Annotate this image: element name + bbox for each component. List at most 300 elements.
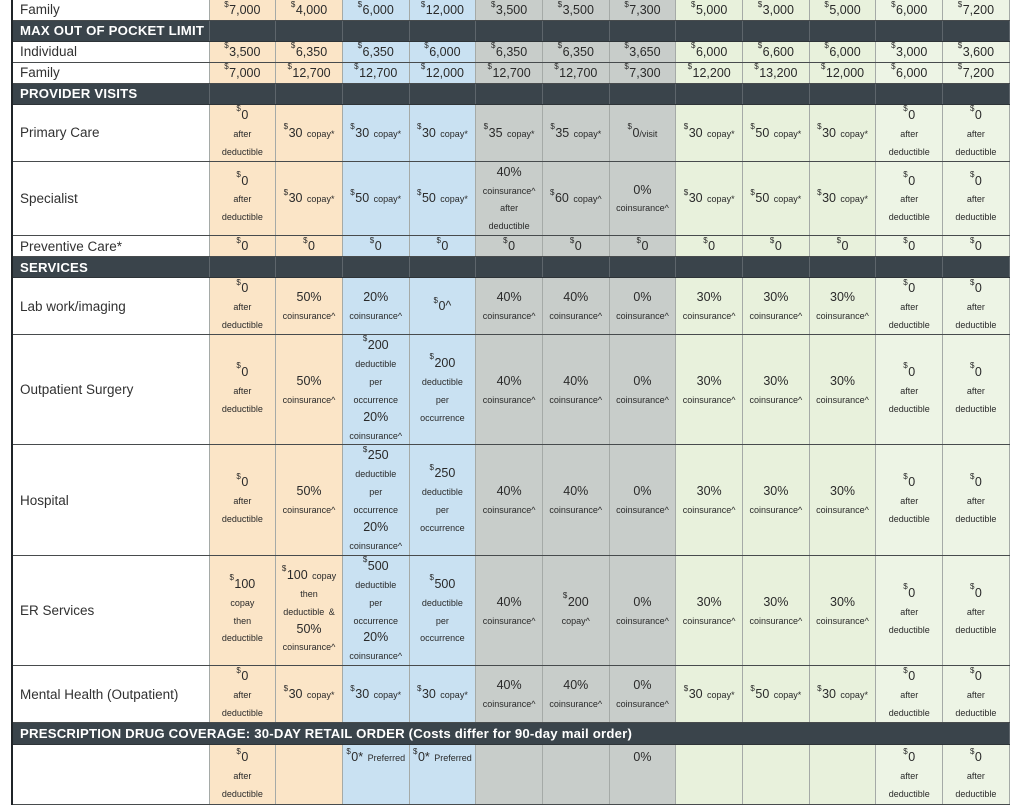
- superscript-dollar-sign: $: [424, 41, 429, 51]
- superscript-dollar-sign: $: [287, 62, 292, 72]
- superscript-dollar-sign: $: [891, 62, 896, 72]
- plan-value-cell: [209, 666, 276, 723]
- cell-line: after deductible: [221, 690, 263, 719]
- section-header-spacer-cell: [342, 257, 409, 278]
- superscript-dollar-sign: $: [350, 187, 355, 197]
- superscript-dollar-sign: $: [554, 62, 559, 72]
- plan-value-cell: [943, 62, 1010, 83]
- superscript-dollar-sign: $: [750, 187, 755, 197]
- cell-line: 40%: [496, 594, 522, 609]
- table-row: [12, 334, 1009, 444]
- cell-line: coinsurance^: [282, 394, 336, 405]
- plan-value-cell: [809, 104, 876, 161]
- plan-value-cell: [876, 278, 943, 335]
- plan-value-cell: [943, 745, 1010, 805]
- cell-line: after deductible: [221, 128, 263, 157]
- cell-line: $12,700: [554, 62, 598, 80]
- cell-line: $250: [429, 462, 456, 481]
- section-header-spacer-cell: [609, 257, 676, 278]
- superscript-dollar-sign: $: [369, 235, 375, 245]
- cell-line: occurrence: [420, 523, 465, 534]
- cell-line: $30 copay*: [350, 122, 402, 140]
- cell-line: $13,200: [754, 62, 798, 80]
- cell-line: after deductible: [221, 194, 263, 223]
- cell-line: coinsurance^: [282, 311, 336, 322]
- cell-line: deductible: [421, 376, 463, 387]
- cell-line: $0: [236, 235, 249, 254]
- plan-value-cell: [209, 745, 276, 805]
- plan-value-cell: [809, 161, 876, 236]
- plan-value-cell: [809, 0, 876, 20]
- superscript-dollar-sign: $: [903, 170, 908, 180]
- cell-line: coinsurance^: [749, 615, 803, 626]
- table-row: [12, 745, 1009, 805]
- superscript-dollar-sign: $: [346, 746, 351, 756]
- plan-value-cell: [809, 745, 876, 805]
- cell-line: 30%: [696, 484, 722, 499]
- superscript-dollar-sign: $: [817, 683, 822, 693]
- cell-line: $7,000: [224, 0, 261, 17]
- cell-line: $12,700: [487, 62, 531, 80]
- cell-line: $0: [969, 746, 982, 764]
- superscript-dollar-sign: $: [969, 746, 975, 756]
- plan-value-cell: [809, 555, 876, 665]
- cell-line: coinsurance^: [282, 505, 336, 516]
- cell-line: $0: [903, 361, 916, 379]
- superscript-dollar-sign: $: [903, 104, 908, 114]
- cell-line: $12,000: [420, 62, 464, 80]
- cell-line: 30%: [696, 290, 722, 305]
- superscript-dollar-sign: $: [903, 361, 908, 371]
- cell-line: coinsurance^: [549, 394, 603, 405]
- section-header-spacer-cell: [609, 83, 676, 104]
- superscript-dollar-sign: $: [969, 665, 975, 675]
- cell-line: copay^: [561, 615, 590, 626]
- superscript-dollar-sign: $: [683, 187, 689, 197]
- cell-line: deductible &: [283, 606, 335, 617]
- cell-line: after deductible: [955, 128, 997, 157]
- cell-line: $0: [303, 235, 315, 254]
- plan-value-cell: [409, 0, 476, 20]
- plan-value-cell: [676, 278, 743, 335]
- cell-line: coinsurance^: [749, 311, 803, 322]
- superscript-dollar-sign: $: [750, 683, 755, 693]
- plan-value-cell: [943, 445, 1010, 555]
- section-header-spacer-cell: [476, 83, 543, 104]
- superscript-dollar-sign: $: [550, 122, 555, 132]
- cell-line: coinsurance^: [749, 505, 803, 516]
- plan-value-cell: [943, 41, 1010, 62]
- plan-value-cell: [876, 236, 943, 257]
- cell-line: $50 copay*: [416, 187, 468, 206]
- plan-value-cell: [676, 666, 743, 723]
- cell-line: $6,000: [824, 41, 861, 59]
- plan-value-cell: [743, 745, 810, 805]
- cell-line: $0/visit: [627, 122, 658, 140]
- plan-value-cell: [943, 334, 1010, 444]
- plan-value-cell: [409, 666, 476, 723]
- section-header-spacer-cell: [876, 20, 943, 41]
- superscript-dollar-sign: $: [303, 235, 308, 245]
- plan-value-cell: [476, 0, 543, 20]
- plan-value-cell: [542, 161, 609, 236]
- plan-value-cell: [609, 555, 676, 665]
- plan-value-cell: [542, 445, 609, 555]
- superscript-dollar-sign: $: [229, 573, 234, 583]
- superscript-dollar-sign: $: [550, 187, 555, 197]
- row-label: Family: [12, 62, 209, 83]
- cell-line: 20%: [363, 520, 389, 535]
- cell-line: 30%: [696, 373, 722, 388]
- superscript-dollar-sign: $: [891, 41, 896, 51]
- plan-value-cell: [743, 41, 810, 62]
- plan-value-cell: [476, 745, 543, 805]
- plan-value-cell: [609, 0, 676, 20]
- plan-value-cell: [409, 445, 476, 555]
- plan-value-cell: [876, 445, 943, 555]
- plan-value-cell: [276, 334, 343, 444]
- superscript-dollar-sign: $: [820, 62, 826, 72]
- cell-line: $0: [436, 235, 449, 254]
- cell-line: after deductible: [955, 690, 997, 719]
- section-header-spacer-cell: [876, 257, 943, 278]
- section-header-spacer-cell: [209, 83, 276, 104]
- superscript-dollar-sign: $: [817, 122, 822, 132]
- cell-line: $30 copay*: [416, 122, 468, 140]
- plan-value-cell: [876, 161, 943, 236]
- superscript-dollar-sign: $: [836, 235, 842, 245]
- cell-line: $3,500: [224, 41, 261, 59]
- plan-value-cell: [609, 445, 676, 555]
- plan-value-cell: [276, 445, 343, 555]
- section-header-spacer-cell: [809, 83, 876, 104]
- section-header-spacer-cell: [609, 20, 676, 41]
- cell-line: $30 copay*: [683, 187, 735, 206]
- plan-value-cell: [209, 0, 276, 20]
- cell-line: $250: [362, 444, 389, 463]
- superscript-dollar-sign: $: [350, 122, 355, 132]
- superscript-dollar-sign: $: [891, 0, 896, 9]
- cell-line: coinsurance^: [349, 430, 403, 441]
- cell-line: $5,000: [691, 0, 728, 17]
- cell-line: $6,350: [290, 41, 328, 59]
- superscript-dollar-sign: $: [903, 582, 908, 592]
- cell-line: $0: [903, 170, 916, 188]
- cell-line: coinsurance^: [549, 311, 603, 322]
- section-header-spacer-cell: [943, 20, 1010, 41]
- superscript-dollar-sign: $: [969, 277, 975, 287]
- cell-line: after deductible: [955, 606, 997, 635]
- cell-line: $30 copay*: [683, 683, 735, 702]
- section-header-spacer-cell: [809, 20, 876, 41]
- plan-value-cell: [809, 62, 876, 83]
- plan-value-cell: [276, 161, 343, 236]
- superscript-dollar-sign: $: [236, 746, 241, 756]
- cell-line: after deductible: [221, 302, 263, 331]
- plan-value-cell: [542, 555, 609, 665]
- section-header-spacer-cell: [676, 20, 743, 41]
- superscript-dollar-sign: $: [683, 122, 689, 132]
- cell-line: $30 copay*: [283, 187, 335, 206]
- cell-line: after deductible: [955, 496, 997, 525]
- superscript-dollar-sign: $: [969, 170, 975, 180]
- cell-line: $0: [903, 746, 916, 764]
- superscript-dollar-sign: $: [636, 235, 641, 245]
- superscript-dollar-sign: $: [757, 41, 763, 51]
- plan-value-cell: [743, 161, 810, 236]
- superscript-dollar-sign: $: [283, 122, 289, 132]
- superscript-dollar-sign: $: [562, 591, 568, 601]
- plan-value-cell: [676, 161, 743, 236]
- cell-line: $6,000: [691, 41, 728, 59]
- section-header-spacer-cell: [676, 257, 743, 278]
- cell-line: $0: [903, 104, 916, 122]
- plan-value-cell: [342, 0, 409, 20]
- cell-line: 40%: [496, 373, 522, 388]
- plan-value-cell: [743, 278, 810, 335]
- cell-line: 40%: [563, 678, 589, 693]
- plan-value-cell: [743, 236, 810, 257]
- cell-line: coinsurance^: [549, 699, 603, 710]
- cell-line: $35 copay*: [483, 122, 535, 140]
- superscript-dollar-sign: $: [236, 170, 241, 180]
- plan-value-cell: [342, 555, 409, 665]
- plan-value-cell: [209, 62, 276, 83]
- cell-line: $0: [503, 235, 516, 254]
- cell-line: $100 copay: [281, 564, 337, 582]
- superscript-dollar-sign: $: [903, 277, 908, 287]
- plan-value-cell: [276, 41, 343, 62]
- plan-value-cell: [943, 278, 1010, 335]
- section-header-row: [12, 83, 1009, 104]
- superscript-dollar-sign: $: [362, 334, 368, 344]
- cell-line: $7,200: [957, 62, 995, 80]
- plan-value-cell: [342, 334, 409, 444]
- cell-line: $3,600: [957, 41, 995, 59]
- superscript-dollar-sign: $: [224, 41, 229, 51]
- superscript-dollar-sign: $: [362, 555, 368, 565]
- cell-line: coinsurance^: [816, 615, 869, 626]
- plan-value-cell: [943, 161, 1010, 236]
- superscript-dollar-sign: $: [429, 573, 434, 583]
- superscript-dollar-sign: $: [224, 0, 229, 9]
- plan-value-cell: [743, 666, 810, 723]
- cell-line: 20%: [363, 409, 389, 424]
- cell-line: $6,350: [490, 41, 528, 59]
- cell-line: per: [369, 597, 383, 608]
- superscript-dollar-sign: $: [236, 471, 241, 481]
- section-header: MAX OUT OF POCKET LIMIT: [12, 20, 209, 41]
- superscript-dollar-sign: $: [969, 582, 975, 592]
- cell-line: 40%: [496, 164, 522, 179]
- plan-value-cell: [743, 555, 810, 665]
- plan-value-cell: [342, 445, 409, 555]
- cell-line: after deductible: [221, 385, 263, 414]
- plan-value-cell: [476, 236, 543, 257]
- cell-line: $6,350: [557, 41, 594, 59]
- cell-line: 30%: [830, 373, 856, 388]
- superscript-dollar-sign: $: [416, 683, 422, 693]
- plan-value-cell: [542, 278, 609, 335]
- plan-value-cell: [809, 334, 876, 444]
- plan-value-cell: [809, 41, 876, 62]
- plan-value-cell: [743, 445, 810, 555]
- superscript-dollar-sign: $: [957, 41, 963, 51]
- superscript-dollar-sign: $: [283, 683, 289, 693]
- superscript-dollar-sign: $: [281, 564, 287, 574]
- row-label: Primary Care: [12, 104, 209, 161]
- cell-line: $30 copay*: [817, 683, 868, 702]
- cell-line: $0: [236, 170, 249, 188]
- cell-line: $50 copay*: [750, 122, 802, 140]
- section-header-spacer-cell: [342, 20, 409, 41]
- cell-line: $0: [903, 582, 916, 600]
- plan-value-cell: [943, 555, 1010, 665]
- cell-line: $500: [362, 555, 389, 573]
- table-row: [12, 104, 1009, 161]
- cell-line: coinsurance^: [616, 311, 669, 322]
- plan-value-cell: [676, 62, 743, 83]
- cell-line: 0%: [633, 594, 652, 609]
- cell-line: after deductible: [888, 302, 930, 331]
- cell-line: per: [369, 487, 383, 498]
- cell-line: 0%: [633, 182, 652, 197]
- cell-line: after deductible: [888, 770, 930, 799]
- section-header-spacer-cell: [809, 257, 876, 278]
- plan-value-cell: [676, 0, 743, 20]
- section-header-spacer-cell: [342, 83, 409, 104]
- cell-line: $12,700: [287, 62, 331, 80]
- cell-line: $0* Preferred: [413, 746, 472, 764]
- section-header-row: [12, 257, 1009, 278]
- cell-line: coinsurance^: [482, 311, 536, 322]
- section-header-spacer-cell: [943, 257, 1010, 278]
- cell-line: occurrence: [353, 394, 398, 405]
- plan-value-cell: [409, 161, 476, 236]
- cell-line: $0: [236, 277, 249, 296]
- superscript-dollar-sign: $: [236, 665, 241, 675]
- section-header-spacer-cell: [476, 20, 543, 41]
- superscript-dollar-sign: $: [691, 41, 696, 51]
- plan-value-cell: [542, 62, 609, 83]
- cell-line: $0: [236, 471, 249, 490]
- cell-line: coinsurance^: [616, 699, 669, 710]
- superscript-dollar-sign: $: [413, 746, 418, 756]
- plan-value-cell: [542, 41, 609, 62]
- section-header-spacer-cell: [943, 83, 1010, 104]
- superscript-dollar-sign: $: [354, 62, 359, 72]
- cell-line: $7,300: [624, 62, 661, 80]
- plan-value-cell: [409, 104, 476, 161]
- cell-line: after deductible: [888, 690, 930, 719]
- cell-line: $200: [362, 334, 389, 352]
- cell-line: $0: [969, 104, 982, 122]
- cell-line: after deductible: [221, 496, 263, 525]
- cell-line: $60 copay^: [550, 187, 602, 206]
- plan-value-cell: [276, 555, 343, 665]
- cell-line: $50 copay*: [750, 683, 802, 702]
- plan-value-cell: [209, 41, 276, 62]
- cell-line: $30 copay*: [817, 187, 868, 206]
- table-row: [12, 445, 1009, 555]
- section-header-spacer-cell: [676, 83, 743, 104]
- plan-value-cell: [409, 745, 476, 805]
- plan-value-cell: [743, 0, 810, 20]
- plan-value-cell: [476, 161, 543, 236]
- cell-line: $30 copay*: [416, 683, 468, 702]
- plan-value-cell: [542, 334, 609, 444]
- cell-line: 50%: [296, 484, 322, 499]
- plan-value-cell: [943, 666, 1010, 723]
- cell-line: 0%: [633, 373, 652, 388]
- plan-value-cell: [276, 666, 343, 723]
- plan-value-cell: [209, 161, 276, 236]
- cell-line: $500: [429, 573, 456, 591]
- plan-value-cell: [876, 555, 943, 665]
- cell-line: $30 copay*: [283, 683, 335, 702]
- cell-line: deductible: [355, 469, 397, 480]
- cell-line: $7,300: [624, 0, 661, 17]
- plan-value-cell: [476, 278, 543, 335]
- superscript-dollar-sign: $: [750, 122, 755, 132]
- cell-line: $0: [236, 665, 249, 684]
- cell-line: $3,500: [490, 0, 528, 17]
- row-label: Individual: [12, 41, 209, 62]
- section-header-spacer-cell: [276, 83, 343, 104]
- plan-value-cell: [609, 236, 676, 257]
- section-header-spacer-cell: [743, 20, 810, 41]
- cell-line: $0: [969, 471, 982, 490]
- superscript-dollar-sign: $: [557, 0, 563, 9]
- superscript-dollar-sign: $: [969, 235, 975, 245]
- row-label: Hospital: [12, 445, 209, 555]
- superscript-dollar-sign: $: [420, 62, 426, 72]
- superscript-dollar-sign: $: [754, 62, 759, 72]
- cell-line: $0: [769, 235, 782, 254]
- plan-value-cell: [943, 0, 1010, 20]
- plan-value-cell: [943, 104, 1010, 161]
- plan-value-cell: [609, 41, 676, 62]
- plan-value-cell: [676, 236, 743, 257]
- plan-value-cell: [609, 62, 676, 83]
- cell-line: $12,200: [687, 62, 731, 80]
- cell-line: coinsurance^: [549, 505, 603, 516]
- cell-line: 40%: [563, 484, 589, 499]
- plan-value-cell: [342, 745, 409, 805]
- section-header-spacer-cell: [743, 83, 810, 104]
- cell-line: per: [435, 615, 449, 626]
- superscript-dollar-sign: $: [824, 41, 829, 51]
- superscript-dollar-sign: $: [433, 295, 438, 305]
- cell-line: after deductible: [955, 194, 997, 223]
- cell-line: $0: [903, 235, 916, 254]
- cell-line: $0: [969, 582, 982, 600]
- plan-value-cell: [876, 666, 943, 723]
- section-header-spacer-cell: [276, 257, 343, 278]
- plan-value-cell: [609, 666, 676, 723]
- cell-line: $200: [429, 352, 456, 370]
- cell-line: 30%: [830, 594, 856, 609]
- plan-value-cell: [743, 104, 810, 161]
- cell-line: coinsurance^: [349, 311, 403, 322]
- plan-value-cell: [276, 0, 343, 20]
- row-label: Preventive Care*: [12, 236, 209, 257]
- table-row: [12, 62, 1009, 83]
- cell-line: $7,200: [957, 0, 995, 17]
- cell-line: 40%: [563, 373, 589, 388]
- cell-line: $12,000: [420, 0, 464, 17]
- row-label: Outpatient Surgery: [12, 334, 209, 444]
